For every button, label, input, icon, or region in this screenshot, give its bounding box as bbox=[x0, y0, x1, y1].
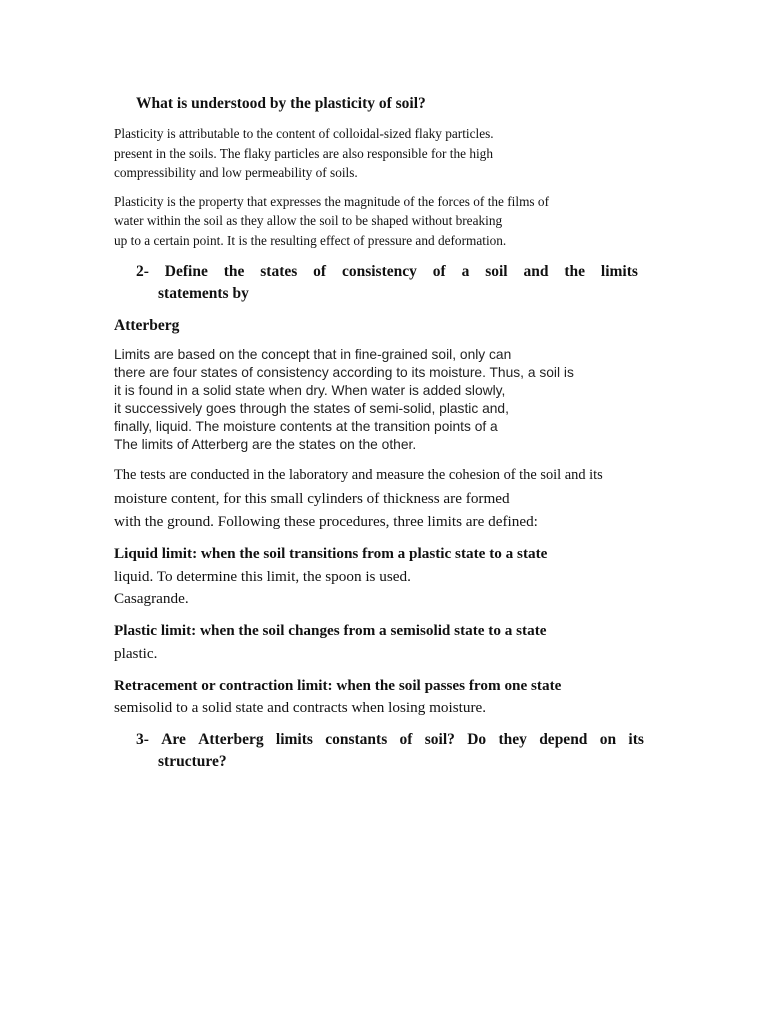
q1-para1-line: compressibility and low permeability of soils. bbox=[114, 165, 358, 180]
limits-para-line: finally, liquid. The moisture contents at the transition points of a bbox=[114, 419, 498, 434]
q1-para2-line: water within the soil as they allow the soil to be shaped without breaking bbox=[114, 213, 503, 228]
question-3-title-line2: structure? bbox=[158, 753, 227, 770]
atterberg-heading: Atterberg bbox=[114, 317, 180, 334]
retracement-limit-line: semisolid to a solid state and contracts when losing moisture. bbox=[114, 699, 487, 716]
question-2-title: 2- Define the states of consistency of a soil and the limits bbox=[136, 263, 638, 280]
tests-para-line: with the ground. Following these procedures, three limits are defined: bbox=[114, 513, 538, 530]
plastic-limit-line: plastic. bbox=[114, 645, 158, 662]
liquid-limit-heading: Liquid limit: when the soil transitions from a plastic state to a state bbox=[114, 545, 548, 562]
q1-para1-line: present in the soils. The flaky particles are also responsible for the high bbox=[114, 146, 493, 161]
limits-para-line: The limits of Atterberg are the states on the other. bbox=[114, 437, 417, 452]
tests-para-line: The tests are conducted in the laboratory and measure the cohesion of the soil and its bbox=[114, 467, 603, 483]
liquid-limit-line: liquid. To determine this limit, the spoon is used. bbox=[114, 568, 411, 585]
retracement-limit-heading: Retracement or contraction limit: when the soil passes from one state bbox=[114, 677, 562, 694]
liquid-limit-line: Casagrande. bbox=[114, 590, 189, 607]
tests-para-line: moisture content, for this small cylinders of thickness are formed bbox=[114, 490, 510, 507]
limits-para-line: Limits are based on the concept that in fine-grained soil, only can bbox=[114, 347, 512, 362]
limits-para-line: there are four states of consistency according to its moisture. Thus, a soil is bbox=[114, 365, 574, 380]
question-2-title-line2: statements by bbox=[158, 285, 249, 302]
question-3-title: 3- Are Atterberg limits constants of soil? Do they depend on its bbox=[136, 731, 644, 748]
limits-para-line: it is found in a solid state when dry. When water is added slowly, bbox=[114, 383, 506, 398]
plastic-limit-heading: Plastic limit: when the soil changes from a semisolid state to a state bbox=[114, 622, 547, 639]
q1-para2-line: Plasticity is the property that expresses the magnitude of the forces of the films of bbox=[114, 194, 549, 209]
q1-para1-line: Plasticity is attributable to the content of colloidal-sized flaky particles. bbox=[114, 126, 494, 141]
limits-para-line: it successively goes through the states of semi-solid, plastic and, bbox=[114, 401, 509, 416]
q1-para2-line: up to a certain point. It is the resulting effect of pressure and deformation. bbox=[114, 233, 507, 248]
question-1-title: What is understood by the plasticity of soil? bbox=[136, 95, 426, 112]
